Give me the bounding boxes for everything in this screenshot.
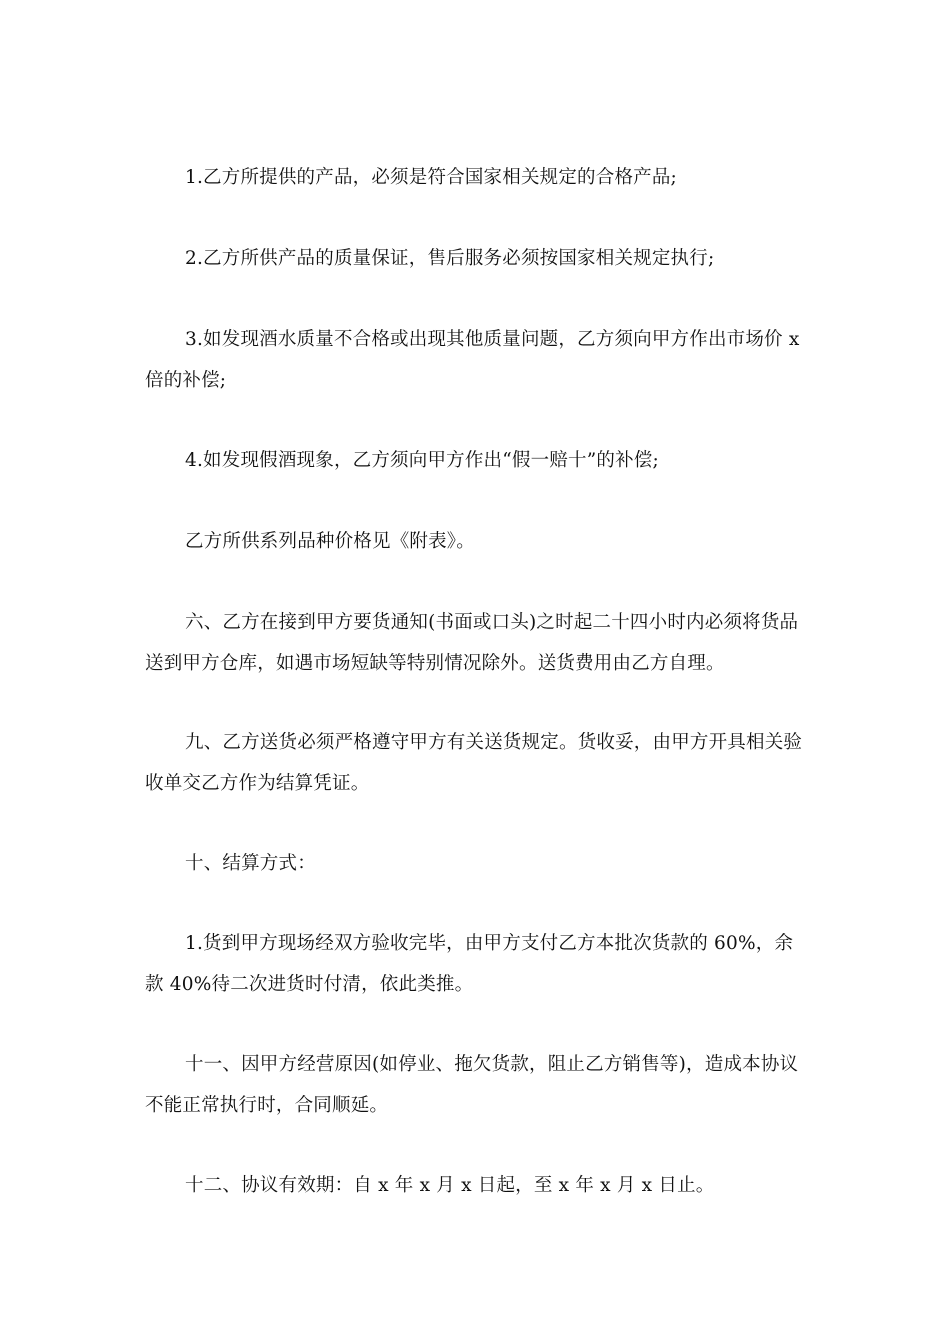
clause-six-delivery: 六、乙方在接到甲方要货通知(书面或口头)之时起二十四小时内必须将货品送到甲方仓库，如遇市场短缺等特别情况除外。送货费用由乙方自理。 [145,612,799,674]
clause-twelve-validity: 十二、协议有效期：自 x 年 x 月 x 日起，至 x 年 x 月 x 日止。 [185,1175,715,1196]
clause-4-counterfeit-compensation: 4.如发现假酒现象，乙方须向甲方作出“假一赔十”的补偿; [185,450,659,471]
clause-1-qualified-products: 1.乙方所提供的产品，必须是符合国家相关规定的合格产品; [185,167,677,188]
clause-eleven-extension: 十一、因甲方经营原因(如停业、拖欠货款，阻止乙方销售等)，造成本协议不能正常执行时，合同顺延。 [145,1054,799,1116]
clause-3-quality-compensation: 3.如发现酒水质量不合格或出现其他质量问题，乙方须向甲方作出市场价 x 倍的补偿; [145,329,800,391]
clause-nine-delivery-rules: 九、乙方送货必须严格遵守甲方有关送货规定。货收妥，由甲方开具相关验收单交乙方作为结算凭证。 [145,732,803,794]
clause-ten-settlement-heading: 十、结算方式： [185,853,316,874]
settlement-item-1: 1.货到甲方现场经双方验收完毕，由甲方支付乙方本批次货款的 60%，余款 40%待二次进货时付清，依此类推。 [145,933,794,995]
price-list-reference: 乙方所供系列品种价格见《附表》。 [185,531,475,552]
clause-2-quality-guarantee: 2.乙方所供产品的质量保证，售后服务必须按国家相关规定执行; [185,248,715,269]
